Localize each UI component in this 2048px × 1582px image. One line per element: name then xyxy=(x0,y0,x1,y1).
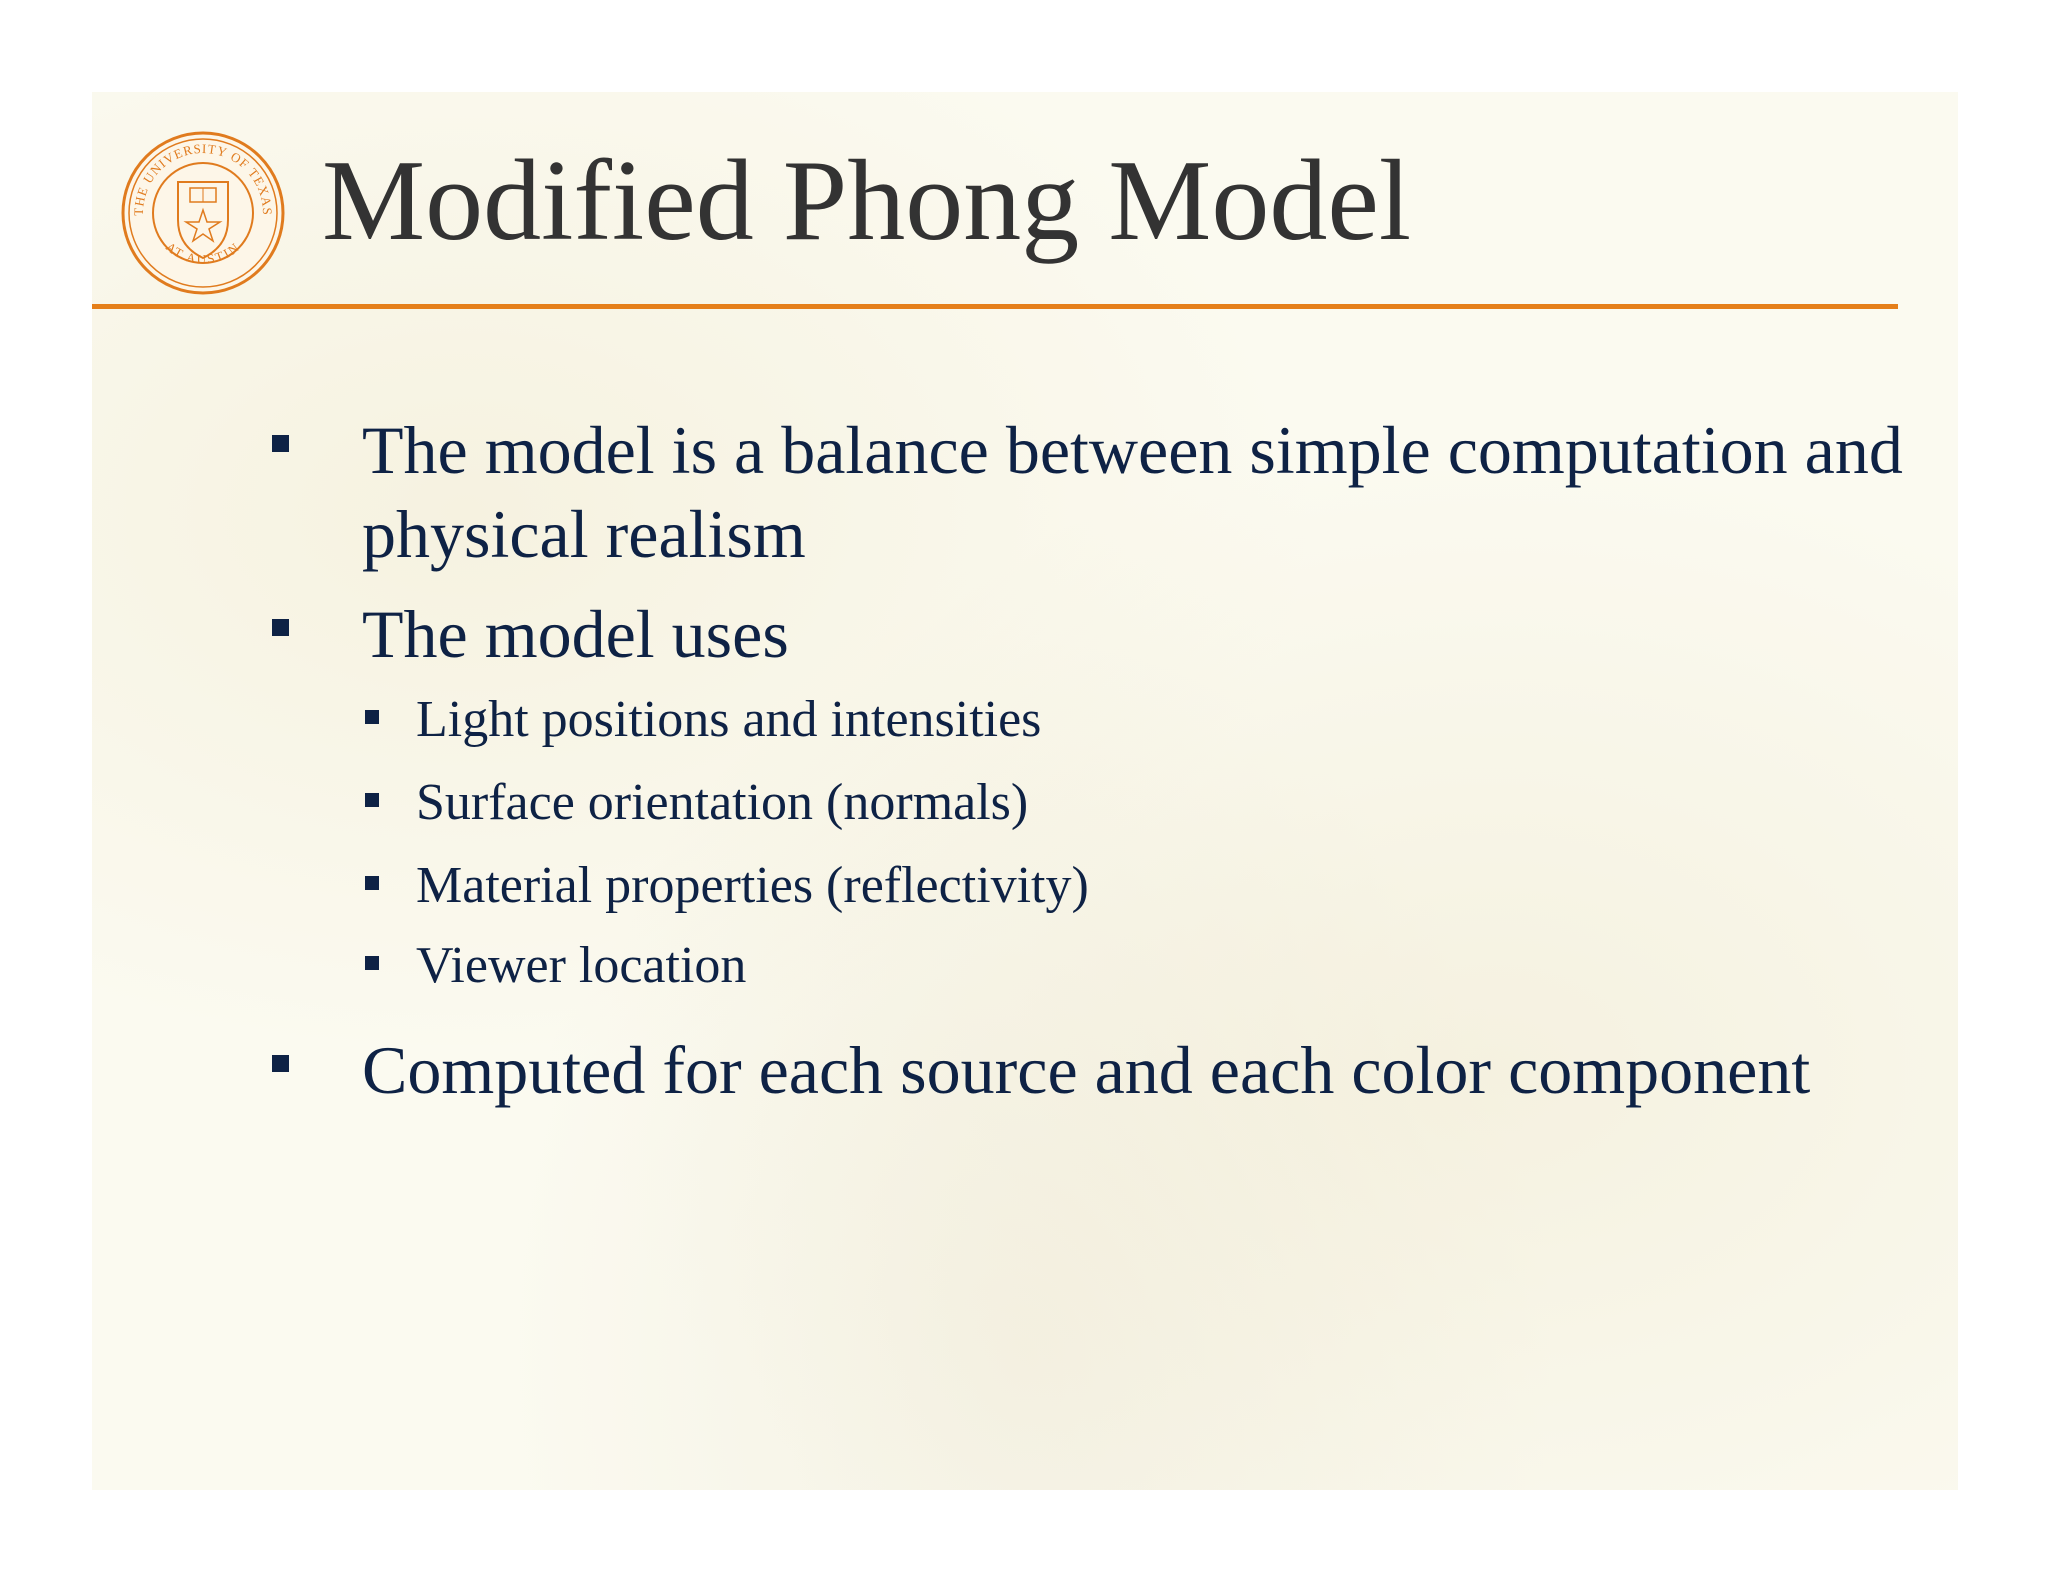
bullet-square-icon xyxy=(272,1055,289,1072)
bullet-text: Computed for each source and each color component xyxy=(362,1032,1811,1108)
svg-text:THE UNIVERSITY OF TEXAS: THE UNIVERSITY OF TEXAS xyxy=(130,140,276,216)
bullet-text: The model is a balance between simple computation and physical realism xyxy=(362,412,1903,572)
sub-bullet-text: Viewer location xyxy=(416,937,747,994)
sub-bullet-text: Surface orientation (normals) xyxy=(416,774,1029,831)
sub-bullet-item xyxy=(365,771,1865,835)
bullet-square-icon xyxy=(365,956,379,970)
bullet-item xyxy=(272,592,1922,676)
bullet-square-icon xyxy=(365,793,379,807)
sub-bullet-item xyxy=(365,688,1865,752)
sub-bullet-text: Material properties (reflectivity) xyxy=(416,857,1089,914)
sub-bullet-text: Light positions and intensities xyxy=(416,691,1042,748)
slide-body xyxy=(92,92,1958,1490)
bullet-square-icon xyxy=(365,876,379,890)
bullet-item xyxy=(272,408,1922,576)
bullet-square-icon xyxy=(272,619,289,636)
svg-text:AT AUSTIN: AT AUSTIN xyxy=(163,238,243,267)
bullet-square-icon xyxy=(365,710,379,724)
bullet-square-icon xyxy=(272,435,289,452)
bullet-text: The model uses xyxy=(362,596,789,672)
slide-title: Modified Phong Model xyxy=(322,137,1412,265)
sub-bullet-item xyxy=(365,934,1865,998)
slide xyxy=(92,92,1958,1490)
sub-bullet-item xyxy=(365,854,1865,918)
bullet-item xyxy=(272,1028,1922,1112)
